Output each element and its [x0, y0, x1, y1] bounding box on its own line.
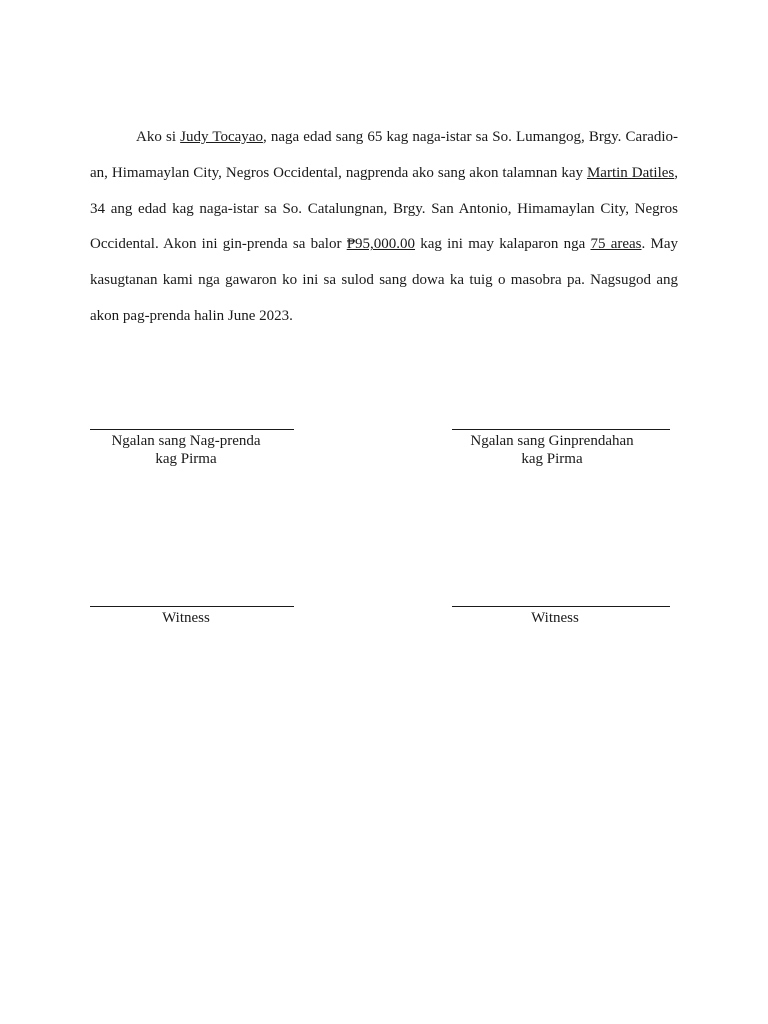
- prendador-signature-block: [90, 429, 294, 468]
- witness-left-signature-block: [90, 606, 294, 627]
- witness-label: Witness: [531, 610, 579, 626]
- signature-sublabel: kag Pirma: [521, 451, 583, 467]
- witness-label: Witness: [162, 610, 210, 626]
- land-area: 75 areas: [590, 236, 642, 253]
- signature-label: Ngalan sang Ginprendahan: [470, 433, 634, 449]
- signature-sublabel: kag Pirma: [155, 451, 217, 467]
- pledge-amount: ₱95,000.00: [346, 236, 416, 253]
- statement-text: , 34 ang edad kag naga-istar sa So. Catalungnan, Brgy. San Antonio, Himamaylan City, Negros Occidental. Akon ini gin-prenda sa balor: [90, 164, 678, 253]
- statement-text: , naga edad sang 65 kag naga-istar sa So. Lumangog, Brgy. Caradio-an, Himamaylan City, Negros Occidental, nagprenda ako sang akon talamnan kay: [90, 129, 679, 181]
- ginprendahan-name: Martin Datiles: [586, 164, 675, 181]
- statement-text: Ako si: [136, 129, 181, 145]
- pledge-statement-paragraph: [90, 120, 678, 335]
- signature-line: [90, 429, 294, 430]
- statement-text: . May kasugtanan kami nga gawaron ko ini sa sulod sang dowa ka tuig o masobra pa. Nagsugod ang akon pag-prenda halin June 2023.: [90, 236, 678, 324]
- statement-text: kag ini may kalaparon nga: [415, 236, 591, 253]
- witness-right-signature-block: [452, 606, 670, 627]
- signature-line: [90, 606, 294, 607]
- signature-line: [452, 606, 670, 607]
- prendador-name: Judy Tocayao: [180, 129, 263, 145]
- ginprendahan-signature-block: [452, 429, 670, 468]
- signature-label: Ngalan sang Nag-prenda: [111, 433, 261, 449]
- signature-line: [452, 429, 670, 430]
